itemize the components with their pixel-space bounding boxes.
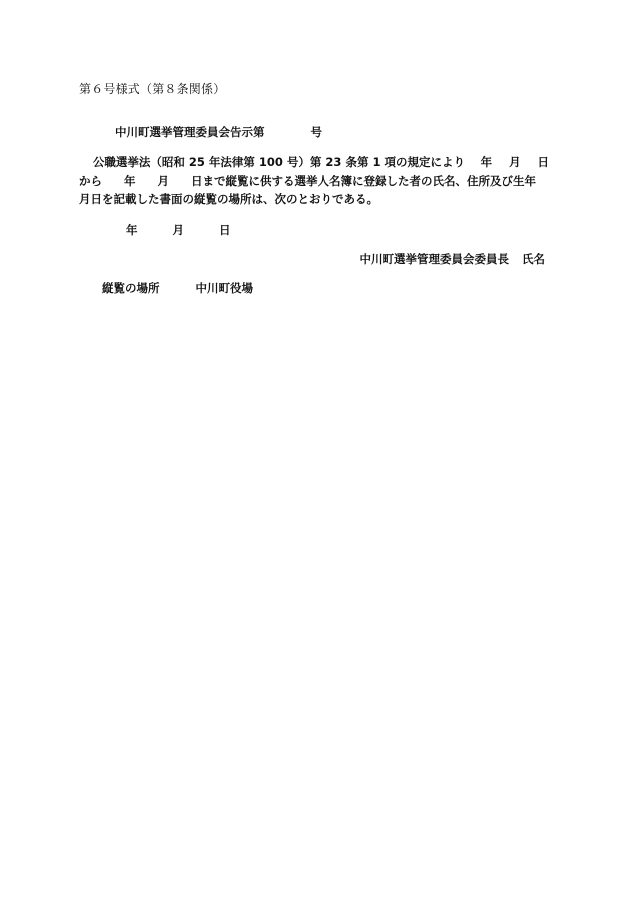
body-line-2 <box>79 173 549 189</box>
body-line-1-year: 年 <box>480 155 493 169</box>
form-number-label: 第６号様式（第８条関係） <box>79 82 226 96</box>
date-year: 年 <box>126 223 138 237</box>
body-line-2-from: から <box>79 174 102 188</box>
body-line-1-month: 月 <box>509 155 521 169</box>
body-line-2-text: 日まで縦覧に供する選挙人名簿に登録した者の氏名、住所及び生年 <box>191 174 536 188</box>
notice-title-text: 中川町選挙管理委員会告示第 <box>115 125 265 139</box>
body-line-1-day: 日 <box>537 155 550 169</box>
inspection-place <box>102 280 253 296</box>
signature-office: 中川町選挙管理委員会委員長 <box>359 252 509 266</box>
body-line-2-month: 月 <box>157 174 169 188</box>
date-day: 日 <box>219 223 231 237</box>
body-line-3: 月日を記載した書面の縦覧の場所は、次のとおりである。 <box>79 192 378 206</box>
signature-name-label: 氏名 <box>522 252 545 266</box>
signature-block <box>360 251 546 267</box>
date-month: 月 <box>172 223 184 237</box>
body-line-1-text: 公職選挙法（昭和 25 年法律第 100 号）第 23 条第 1 項の規定により <box>92 155 465 169</box>
notice-number-suffix: 号 <box>310 125 322 139</box>
notice-date <box>126 222 231 238</box>
inspection-place-label: 縦覧の場所 <box>102 281 160 295</box>
body-line-2-year: 年 <box>124 174 136 188</box>
notice-title <box>115 124 322 140</box>
inspection-place-value: 中川町役場 <box>195 281 253 295</box>
body-line-1 <box>79 154 549 170</box>
